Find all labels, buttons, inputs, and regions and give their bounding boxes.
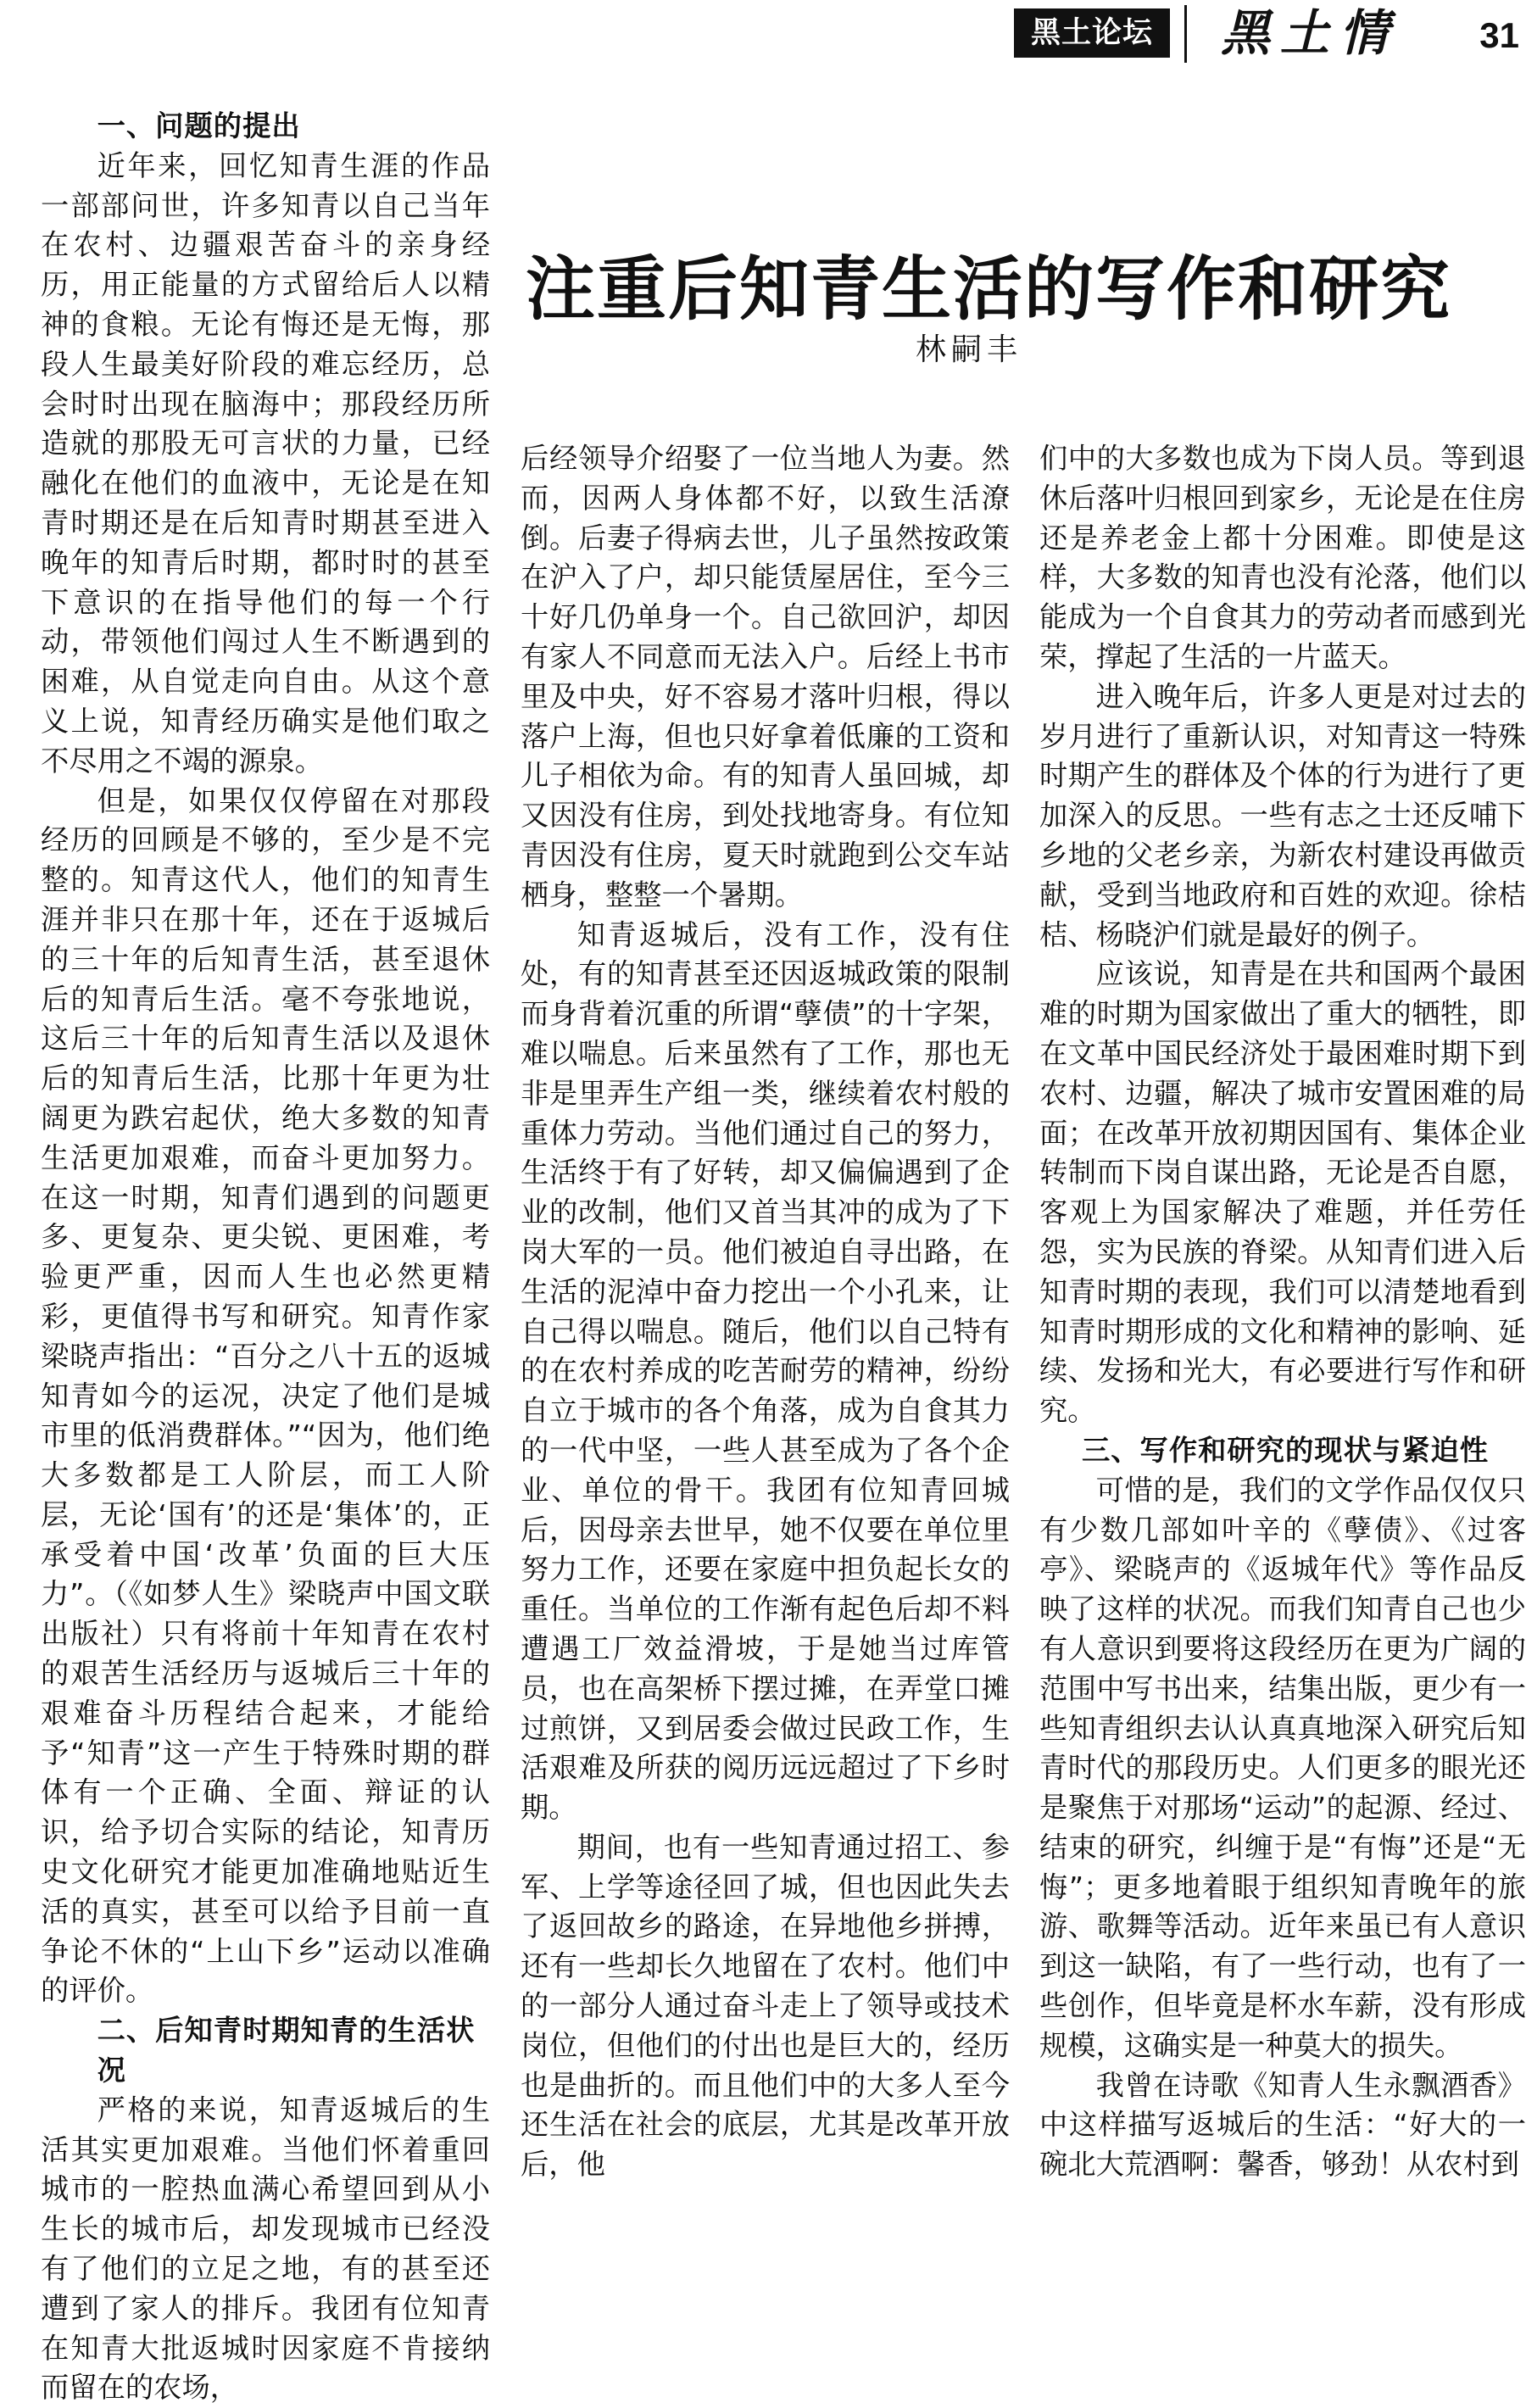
text-column-1 [41,107,490,2408]
page-header [0,0,1526,76]
article-title: 注重后知青生活的写作和研究 [526,248,1452,330]
section-heading: 一、问题的提出 [97,109,301,142]
section-heading: 二、后知青时期知青的生活状况 [97,2014,476,2087]
paragraph: 期间，也有一些知青通过招工、参军、上学等途径回了城，但也因此失去了返回故乡的路途，在异地他乡拼搏，还有一些却长久地留在了农村。他们中的一部分人通过奋斗走上了领导或技术岗位，但他们的付出也是巨大的，经历也是曲折的。而且他们中的大多人至今还生活在社会的底层，尤其是改革开放后，他 [521,1830,1010,2182]
section-tag: 黑土论坛 [1014,8,1170,58]
section-heading: 三、写作和研究的现状与紧迫性 [1081,1433,1490,1467]
paragraph: 但是，如果仅仅停留在对那段经历的回顾是不够的，至少是不完整的。知青这代人，他们的知青生涯并非只在那十年，还在于返城后的三十年的后知青生活，甚至退休后的知青后生活。毫不夸张地说，这后三十年的后知青生活以及退休后的知青后生活，比那十年更为壮阔更为跌宕起伏，绝大多数的知青生活更加艰难，而奋斗更加努力。在这一时期，知青们遇到的问题更多、更复杂、更尖锐、更困难，考验更严重，因而人生也必然更精彩，更值得书写和研究。知青作家梁晓声指出：“百分之八十五的返城知青如今的运况，决定了他们是城市里的低消费群体。”“因为，他们绝大多数都是工人阶层，而工人阶层，无论‘国有’的还是‘集体’的，正承受着中国‘改革’负面的巨大压力”。（《如梦人生》梁晓声中国文联出版社）只有将前十年知青在农村的艰苦生活经历与返城后三十年的艰难奋斗历程结合起来，才能给予“知青”这一产生于特殊时期的群体有一个正确、全面、辩证的认识，给予切合实际的结论，知青历史文化研究才能更加准确地贴近生活的真实，甚至可以给予目前一直争论不休的“上山下乡”运动以准确的评价。 [41,783,490,2008]
paragraph: 可惜的是，我们的文学作品仅仅只有少数几部如叶辛的《孽债》、《过客亭》、梁晓声的《返城年代》等作品反映了这样的状况。而我们知青自己也少有人意识到要将这段经历在更为广阔的范围中写书出来，结集出版，更少有一些知青组织去认认真真地深入研究后知青时代的那段历史。人们更多的眼光还是聚焦于对那场“运动”的起源、经过、结束的研究，纠缠于是“有悔”还是“无悔”；更多地着眼于组织知青晚年的旅游、歌舞等活动。近年来虽已有人意识到这一缺陷，有了一些行动，也有了一些创作，但毕竟是杯水车薪，没有形成规模，这确实是一种莫大的损失。 [1039,1473,1526,2062]
paragraph-continuation: 后经领导介绍娶了一位当地人为妻。然而，因两人身体都不好，以致生活潦倒。后妻子得病去世，儿子虽然按政策在沪入了户，却只能赁屋居住，至今三十好几仍单身一个。自己欲回沪，却因有家人不同意而无法入户。后经上书市里及中央，好不容易才落叶归根，得以落户上海，但也只好拿着低廉的工资和儿子相依为命。有的知青人虽回城，却又因没有住房，到处找地寄身。有位知青因没有住房，夏天时就跑到公交车站栖身，整整一个暑期。 [521,442,1010,911]
paragraph: 知青返城后，没有工作，没有住处，有的知青甚至还因返城政策的限制而身背着沉重的所谓“孽债”的十字架，难以喘息。后来虽然有了工作，那也无非是里弄生产组一类，继续着农村般的重体力劳动。当他们通过自己的努力，生活终于有了好转，却又偏偏遇到了企业的改制，他们又首当其冲的成为了下岗大军的一员。他们被迫自寻出路，在生活的泥淖中奋力挖出一个小孔来，让自己得以喘息。随后，他们以自己特有的在农村养成的吃苦耐劳的精神，纷纷自立于城市的各个角落，成为自食其力的一代中坚，一些人甚至成为了各个企业、单位的骨干。我团有位知青回城后，因母亲去世早，她不仅要在单位里努力工作，还要在家庭中担负起长女的重任。当单位的工作渐有起色后却不料遭遇工厂效益滑坡，于是她当过库管员，也在高架桥下摆过摊，在弄堂口摊过煎饼，又到居委会做过民政工作，生活艰难及所获的阅历远远超过了下乡时期。 [521,917,1010,1825]
paragraph-continuation: 们中的大多数也成为下岗人员。等到退休后落叶归根回到家乡，无论是在住房还是养老金上都十分困难。即使是这样，大多数的知青也没有沦落，他们以能成为一个自食其力的劳动者而感到光荣，撑起了生活的一片蓝天。 [1039,442,1526,673]
text-column-2 [521,439,1010,2185]
paragraph: 近年来，回忆知青生涯的作品一部部问世，许多知青以自己当年在农村、边疆艰苦奋斗的亲身经历，用正能量的方式留给后人以精神的食粮。无论有悔还是无悔，那段人生最美好阶段的难忘经历，总会时时出现在脑海中；那段经历所造就的那股无可言状的力量，已经融化在他们的血液中，无论是在知青时期还是在后知青时期甚至进入晚年的知青后时期，都时时的甚至下意识的在指导他们的每一个行动，带领他们闯过人生不断遇到的困难，从自觉走向自由。从这个意义上说，知青经历确实是他们取之不尽用之不竭的源泉。 [41,148,490,778]
text-column-3 [1039,439,1526,2185]
paragraph: 进入晚年后，许多人更是对过去的岁月进行了重新认识，对知青这一特殊时期产生的群体及个体的行为进行了更加深入的反思。一些有志之士还反哺下乡地的父老乡亲，为新农村建设再做贡献，受到当地政府和百姓的欢迎。徐桔桔、杨晓沪们就是最好的例子。 [1039,679,1526,951]
header-divider [1184,5,1187,63]
paragraph: 应该说，知青是在共和国两个最困难的时期为国家做出了重大的牺牲，即在文革中国民经济处于最困难时期下到农村、边疆，解决了城市安置困难的局面；在改革开放初期因国有、集体企业转制而下岗自谋出路，无论是否自愿，客观上为国家解决了难题，并任劳任怨，实为民族的脊梁。从知青们进入后知青时期的表现，我们可以清楚地看到知青时期形成的文化和精神的影响、延续、发扬和光大，有必要进行写作和研究。 [1039,957,1526,1428]
paragraph: 我曾在诗歌《知青人生永飘酒香》中这样描写返城后的生活：“好大的一碗北大荒酒啊：馨香，够劲！从农村到 [1039,2068,1526,2182]
article-author: 林嗣丰 [916,332,1023,367]
page-number: 31 [1479,15,1519,55]
paragraph: 严格的来说，知青返城后的生活其实更加艰难。当他们怀着重回城市的一腔热血满心希望回到从小生长的城市后，却发现城市已经没有了他们的立足之地，有的甚至还遭到了家人的排斥。我团有位知青在知青大批返城时因家庭不肯接纳而留在的农场， [41,2093,490,2405]
magazine-logo: 黑土情 [1221,4,1400,62]
